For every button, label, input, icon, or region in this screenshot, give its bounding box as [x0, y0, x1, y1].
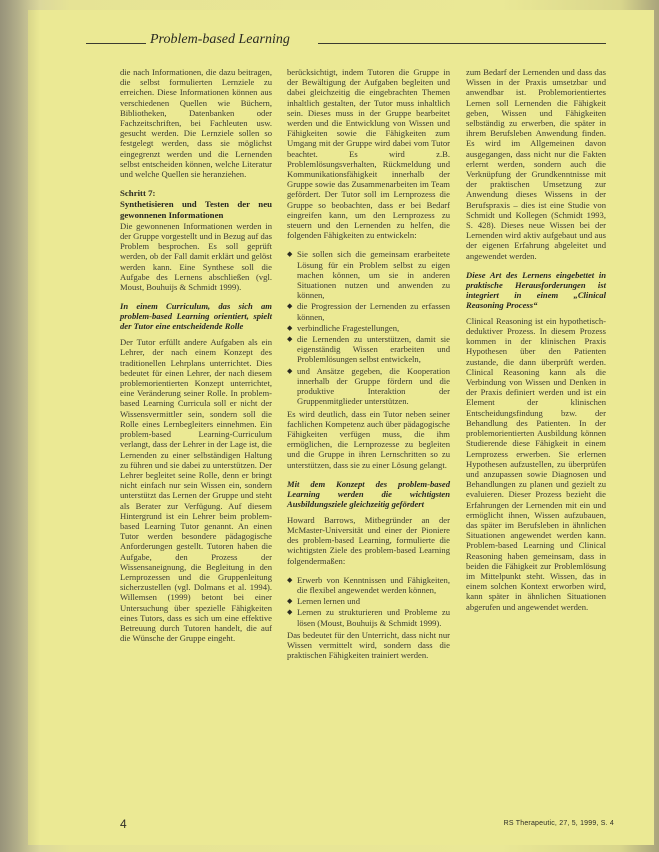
paragraph: Der Tutor erfüllt andere Aufgaben als ein Lehrer, der nach einem Konzept des traditionellen Lehrplans unterrichtet. Dies bedeutet für einen Lehrer, der nach diesem problemorientierten Konzept unterrichtet, eine Veränderung seiner Rolle. In problem-based Learning Curricula soll er nicht der Wissensvermittler sein, sondern soll die Rolle eines Lernbegleiters einnehmen. Ein problem-based Learning-Curriculum verlangt, dass der Lehrer in der Lage ist, die Lernenden zu einer selbständigen Haltung zu führen und sie dabei zu unterstützen. Der Lehrer begleitet seine Rolle, denn er bringt nicht einfach nur sein Wissen ein, sondern unterstützt das Lernen der Gruppe und steht als Berater zur Verfügung. Auf diesem Hintergrund ist ein Lehrer beim problem-based Learning Tutor genannt. An einen Tutor werden besondere pädagogische Anforderungen gestellt. Tutoren haben die Aufgabe, den Prozess der Wissensaneignung, die Begleitung in den Lernprozessen und die Gruppenleitung sicherzustellen (vgl. Dolmans et al. 1994). Willemsen (1999) betont bei einer Untersuchung über spezielle Fähigkeiten eines Tutors, dass es sich um eine effektive Betreuung durch Tutoren handelt, die auf die Wünsche der Gruppe eingeht.	[120, 337, 272, 644]
list-item: ◆ Lernen lernen und	[287, 596, 450, 606]
paragraph: Die gewonnenen Informationen werden in der Gruppe vorgestellt und in Bezug auf das Problem besprochen. Es soll geprüft werden, ob der Fall damit erklärt und gelöst werden kann. Eine Synthese soll die Aufgabe des Lernens abschließen (vgl. Moust, Bouhuijs & Schmidt 1999).	[120, 220, 272, 293]
paragraph: Clinical Reasoning ist ein hypothetisch-deduktiver Prozess. In diesem Prozess kommen in der klinischen Praxis Hypothesen über den Patienten zustande, die dann überprüft werden. Clinical Reasoning kann als die Verbindung von Wissen und Denken in der Praxis definiert werden und ist ein Element der klinischen Entscheidungsfindung bzw. der Behandlung des Patienten. In der problemorientierten Ausbildung können Studierende diese Fähigkeit in einem Lernprozess erwerben. Sie erlernen Hypothesen aufzustellen, zu überprüfen und anzupassen sowie Diagnosen und Behandlungen zu planen und gezielt zu evaluieren. Dieser Prozess bezieht die Erfahrungen der Lernenden mit ein und ermöglicht ihnen, Wissen aufzubauen, das später im Berufsleben in ähnlichen Situationen angewendet werden kann. Problem-based Learning und Clinical Reasoning haben gemeinsam, dass in beiden die Fähigkeit zur Problemlösung im Mittelpunkt steht. Wissen, das in einem solchen Kontext erworben wird, kann später in ähnlichen Situationen abgerufen und angewendet werden.	[466, 315, 606, 612]
column-middle	[287, 67, 450, 669]
running-title: Problem-based Learning	[150, 32, 290, 47]
column-left	[120, 67, 272, 652]
paragraph: Es wird deutlich, dass ein Tutor neben seiner fachlichen Kompetenz auch über pädagogische Fähigkeiten verfügen muss, die ihm ermöglichen, die Lernprozesse zu begleiten und die Gruppe in ihren Lernschritten so zu unterstützen, dass sie zu einer Lösung gelangt.	[287, 408, 450, 470]
list-item: ◆ die Progression der Lernenden zu erfassen können,	[287, 301, 450, 321]
section-heading: In einem Curriculum, das sich am problem-based Learning orientiert, spielt der Tutor eine entscheidende Rolle	[120, 301, 272, 332]
column-right	[466, 67, 606, 621]
step-subheading: Synthetisieren und Testen der neu gewonnenen Informationen	[120, 199, 272, 220]
bullet-list	[287, 249, 450, 406]
paragraph: berücksichtigt, indem Tutoren die Gruppe in der Bewältigung der Aufgaben begleiten und dabei gleichzeitig die eingebrachten Themen inhaltlich gestalten, der Tutor muss inhaltlich sein. Dieses muss in der Gruppe bearbeitet werden und die Entwicklung von Wissen und Fähigkeiten sowie die Fähigkeiten zum Umgang mit der Gruppe wird dabei vom Tutor beachtet. Es wird z.B. Problemlösungsverhalten, Rückmeldung und Kommunikationsfähigkeit innerhalb der Gruppe sowie das Zusammenarbeiten im Team gefördert. Der Tutor soll im Lernprozess die Gruppe so beobachten, dass er bei Bedarf eingreifen kann, um den Lernprozess zu steuern und den Lernenden zu helfen, die folgenden Fähigkeiten zu entwickeln:	[287, 67, 450, 241]
list-item: ◆ die Lernenden zu unterstützen, damit sie eigenständig Wissen erarbeiten und Problemlösungen selbst entwickeln,	[287, 334, 450, 365]
paragraph: Das bedeutet für den Unterricht, dass nicht nur Wissen vermittelt wird, sondern dass die praktischen Fähigkeiten trainiert werden.	[287, 629, 450, 661]
page-number: 4	[120, 817, 127, 831]
header-rule-left	[86, 43, 146, 44]
running-header	[86, 34, 606, 50]
binding-shadow	[0, 0, 40, 852]
list-item: ◆ und Ansätze gegeben, die Kooperation innerhalb der Gruppe fördern und die produktive Interaktion der Gruppenmitglieder unterstützen.	[287, 366, 450, 407]
section-heading: Diese Art des Lernens eingebettet in praktische Herausforderungen ist integriert in einem „Clinical Reasoning Process“	[466, 269, 606, 310]
paragraph: die nach Informationen, die dazu beitragen, die selbst formulierten Lernziele zu erreichen. Diese Informationen können aus verschiedenen Quellen wie Büchern, Bibliotheken, Datenbanken oder Fachzeitschriften, bei Fachleuten usw. gesucht werden. Die Lernziele sollen so festgelegt werden, dass sie möglichst eingegrenzt werden und die Lernenden selbst entscheiden können, welche Literatur und welche Quellen sie heranziehen.	[120, 67, 272, 180]
header-rule-right	[318, 43, 606, 44]
bullet-list	[287, 575, 450, 628]
journal-citation: RS Therapeutic, 27, 5, 1999, S. 4	[503, 820, 614, 827]
paragraph: zum Bedarf der Lernenden und dass das Wissen in der Praxis umsetzbar und anwendbar ist. Problemorientiertes Lernen soll Lernenden die Fähigkeit geben, Wissen und Fähigkeiten selbständig zu erwerben, die später in ihrem Berufsleben Anwendung finden. Es wird im Allgemeinen davon ausgegangen, dass nicht nur die Fakten erlernt werden, sondern auch die Verknüpfung der Grundkenntnisse mit der praktischen Umsetzung zur Anwendung dieses Wissens in der Berufspraxis – dies ist eine Studie von Schmidt und Kollegen (Schmidt 1993, S. 428). Dieses neue Wissen bei der Lernenden wird aktiv aufgebaut und aus der eigenen Erfahrung abgeleitet und angewendet werden.	[466, 67, 606, 261]
list-item: ◆ Sie sollen sich die gemeinsam erarbeitete Lösung für ein Problem selbst zu eigen machen können, um sie in anderen Situationen nutzen und anwenden zu können,	[287, 249, 450, 300]
list-item: ◆ Lernen zu strukturieren und Probleme zu lösen (Moust, Bouhuijs & Schmidt 1999).	[287, 607, 450, 627]
paragraph: Howard Barrows, Mitbegründer an der McMaster-Universität und einer der Pioniere des problem-based Learning, formulierte die wichtigsten Ziele des problem-based Learning folgendermaßen:	[287, 514, 450, 566]
step-heading: Schritt 7:	[120, 188, 156, 199]
section-heading: Mit dem Konzept des problem-based Learning werden die wichtigsten Ausbildungsziele gleichzeitig gefördert	[287, 478, 450, 509]
list-item: ◆ Erwerb von Kenntnissen und Fähigkeiten, die flexibel angewendet werden können,	[287, 575, 450, 595]
list-item: ◆ verbindliche Fragestellungen,	[287, 323, 450, 333]
